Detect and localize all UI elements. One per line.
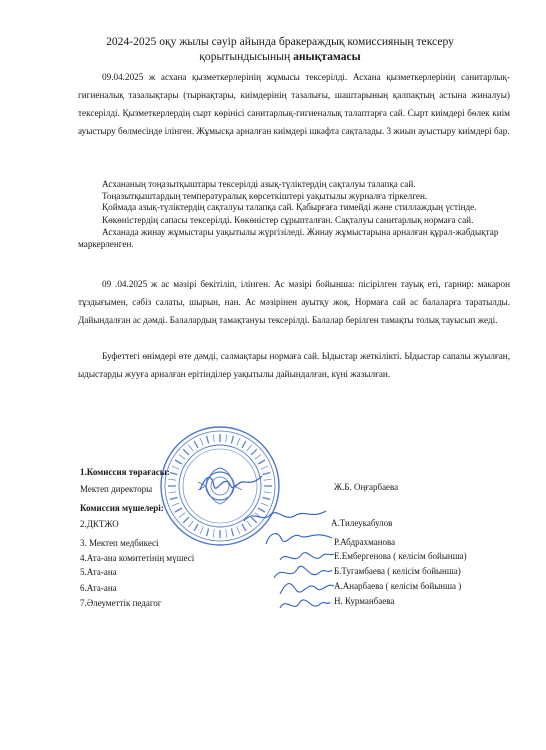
paragraph-buffet [78,347,510,383]
document-title [60,34,500,64]
signature-member-3 [262,526,336,548]
member-role: 2.ДКТЖО [80,519,119,529]
member-role: 4.Ата-ана комитетінің мүшесі [80,553,195,563]
paragraph-menu-text: 09 .04.2025 ж ас мәзірі бекітіліп, ілінген. Ас мәзірі бойынша: пісірілген тауық еті, гарнир: макарон тұздығымен, сәбіз салаты, шырын, нан. Ас мәзірінен ауытқу жоқ. Нормаға сай ас балаларға таратылды. Дайындалған ас дәмді. Балалардың тамақтануы тексерілді. Балалар берілген тамақты толық тауысып жеді. [78,279,510,325]
member-name: Н. Курманбаева [334,596,395,606]
paragraph-buffet-text: Буфеттегі өнімдері өте дәмді, салмақтары нормаға сай. Ыдыстар жеткілікті. Ыдыстар сапалы жуылған, ыдыстарды жууға арналған ерітінділер уақытылы дайындалған, күні жазылған. [78,351,510,379]
storage-line: Тоңазытқыштардың температуралық көрсеткіштері уақытылы журналға тіркелген. [102,190,428,201]
storage-line: Көкөністердің сапасы тексерілді. Көкөністер сұрыпталған. Сақталуы санитарлық нормаға сай. [102,214,474,225]
storage-line: Қоймада азық-түліктердің сақталуы талапқа сай. Қабырғаға тимейді және стиллаждың үстінде. [102,202,477,213]
signature-member-7 [276,594,332,616]
member-name: А.Анарбаева ( келісім бойынша ) [334,581,462,591]
title-line-2-bold: анықтамасы [293,50,361,63]
signature-member-2 [240,505,330,527]
chair-role: Мектеп директоры [80,484,153,494]
signature-chair [196,470,266,496]
member-role: 5.Ата-ана [80,567,117,577]
member-name: А.Тилеукабулов [331,518,393,528]
paragraph-inspection [78,68,510,140]
member-role: 3. Мектеп медбикесі [80,538,159,548]
title-line-2-plain: қорытындысының [199,50,294,63]
member-name: Б.Тугамбаева ( келісім бойынша) [334,566,461,576]
title-line-2 [60,49,500,64]
member-role: 7.Әлеуметтік педагог [80,598,162,608]
member-name: Р.Абдрахманова [334,537,396,547]
storage-line: Асханада жинау жұмыстары уақытылы жүргізіледі. Жинау жұмыстарына арналған құрал-жабдықтар маркерленген. [78,227,499,249]
title-line-1: 2024-2025 оқу жылы сәуір айында бракераждық комиссияның тексеру [106,35,454,48]
storage-line: Асхананың тоңазытқыштары тексерілді азық-түліктердің сақталуы талапқа сай. [102,179,416,189]
members-heading: Комиссия мүшелері: [80,503,164,513]
paragraph-storage-block [78,179,510,251]
paragraph-inspection-text: 09.04.2025 ж асхана қызметкерлерінің жұмысы тексерілді. Асхана қызметкерлерінің санитарлық-гигиеналық тазалықтары (тырнақтары, киімдерінің тазалығы, шаштарының қалпақтың астына жиналуы) тексерілді. Қызметкерлердің сырт көрінісі санитарлық-гигиеналық талаптарға сай. Сырт киімдері бөлек киім ауыстыру бөлмесінде ілінген. Жұмысқа арналған киімдері шкафта сақталады. 3 жиын ауыстыру киімдері бар. [78,72,510,136]
member-name: Е.Ембергенова ( келісім бойынша) [334,551,467,561]
member-role: 6.Ата-ана [80,583,117,593]
paragraph-menu [78,275,510,329]
chair-name: Ж.Б. Оңғарбаева [334,482,399,492]
chair-heading: 1.Комиссия төрағасы: [80,467,170,477]
